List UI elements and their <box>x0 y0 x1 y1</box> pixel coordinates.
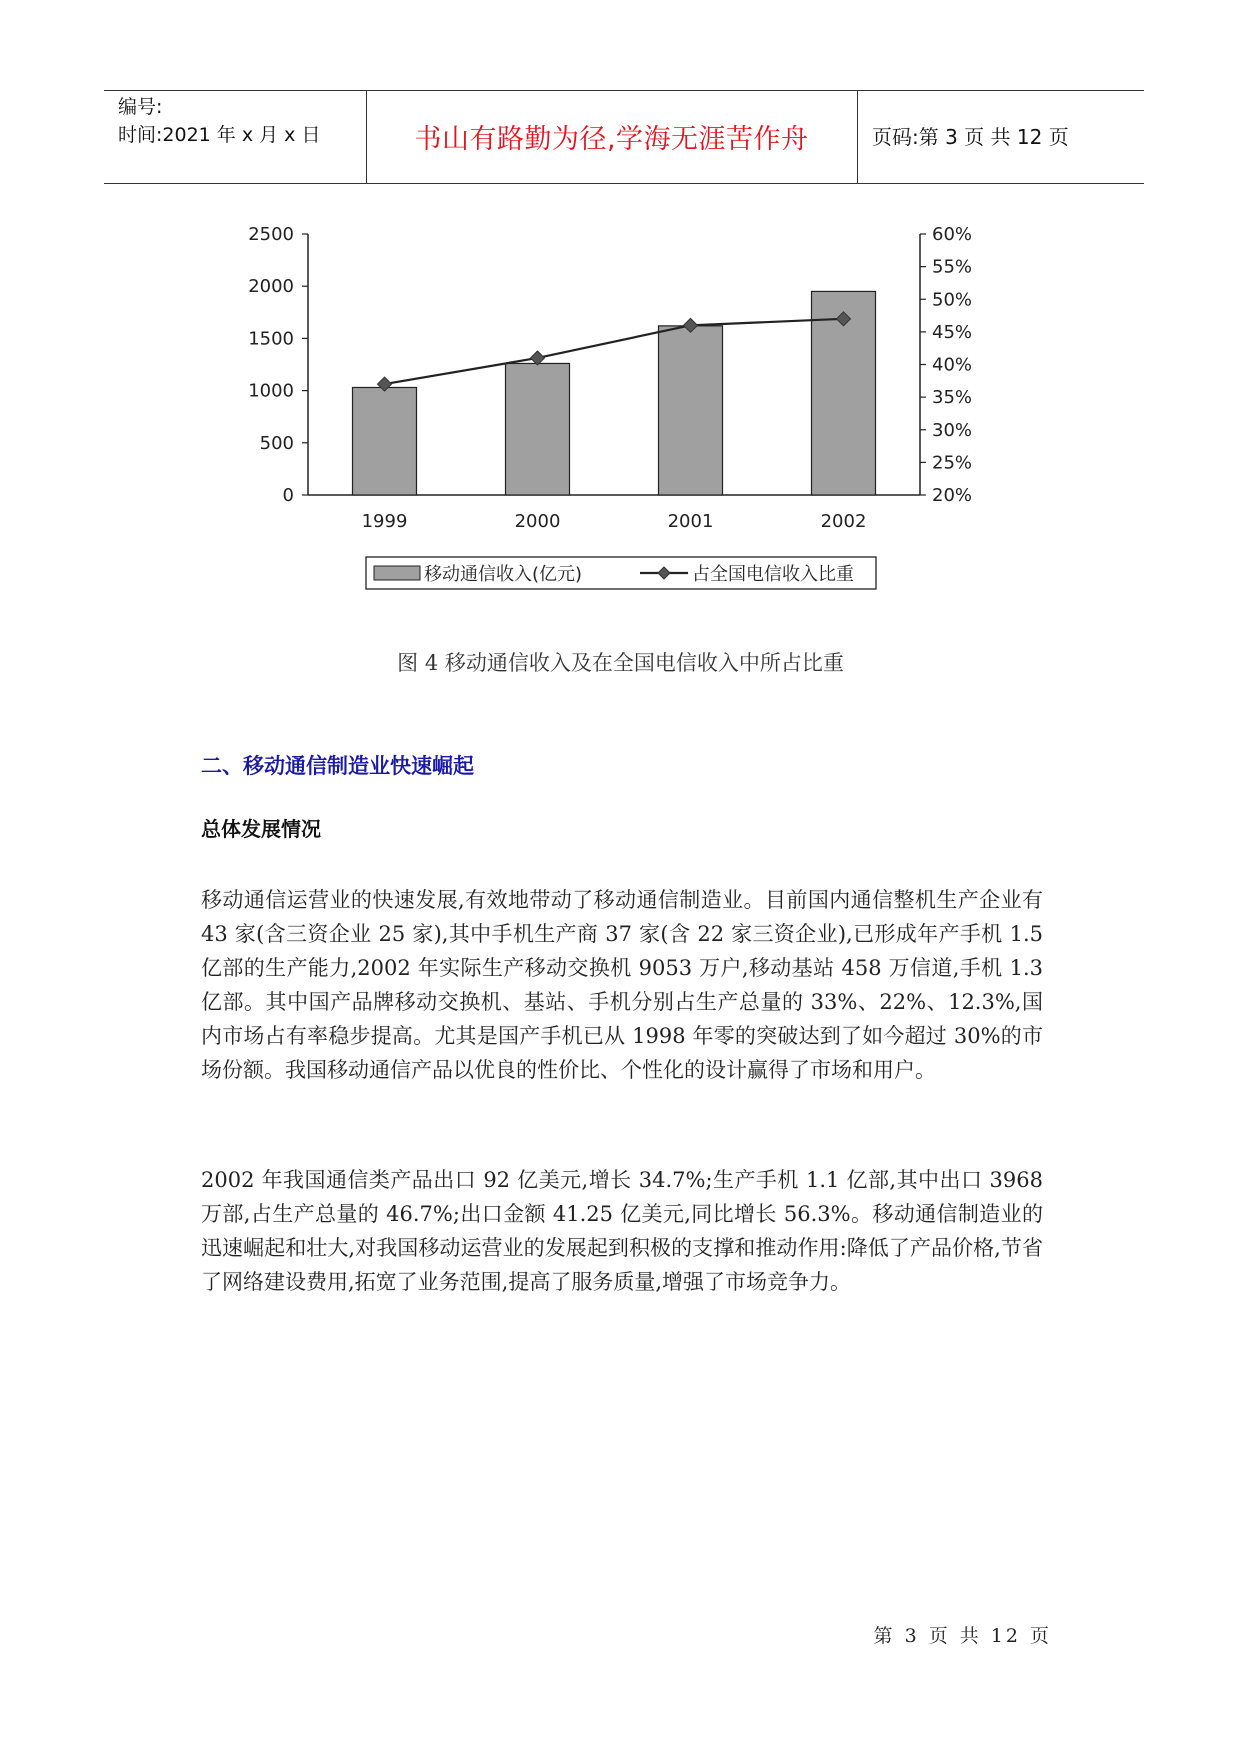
header-divider <box>857 91 858 183</box>
right-axis-tick-label: 55% <box>932 256 973 278</box>
right-axis-tick-label: 50% <box>932 289 973 311</box>
document-time-label: 时间:2021 年 x 月 x 日 <box>118 124 321 146</box>
right-axis-tick-label: 40% <box>932 354 973 376</box>
page-header <box>104 90 1144 184</box>
series-line <box>385 319 844 384</box>
figure-caption: 图 4 移动通信收入及在全国电信收入中所占比重 <box>397 651 844 675</box>
right-axis-tick-label: 35% <box>932 387 973 409</box>
right-axis-tick-label: 25% <box>932 452 973 474</box>
page-footer: 第 3 页 共 12 页 <box>873 1625 1052 1647</box>
right-axis-tick-label: 60% <box>932 224 973 245</box>
document-number-label: 编号: <box>118 96 163 118</box>
revenue-chart <box>240 222 1000 602</box>
body-paragraph: 移动通信运营业的快速发展,有效地带动了移动通信制造业。目前国内通信整机生产企业有 43 家(含三资企业 25 家),其中手机生产商 37 家(含 22 家三资企业),已形成年产手机 1.5 亿部的生产能力,2002 年实际生产移动交换机 9053 万户,移动基站 458 万信道,手机 1.3 亿部。其中国产品牌移动交换机、基站、手机分别占生产总量的 33%、22%、12.3%,国内市场占有率稳步提高。尤其是国产手机已从 1998 年零的突破达到了如今超过 30%的市场份额。我国移动通信产品以优良的性价比、个性化的设计赢得了市场和用户。 <box>201 888 1043 1082</box>
left-axis-tick-label: 500 <box>259 432 294 454</box>
x-axis-tick-label: 1999 <box>361 511 408 532</box>
header-page-info: 页码:第 3 页 共 12 页 <box>872 125 1069 149</box>
legend-swatch-bar <box>374 566 420 580</box>
x-axis-tick-label: 2002 <box>820 511 867 532</box>
subheading: 总体发展情况 <box>201 817 321 841</box>
right-axis-tick-label: 30% <box>932 419 973 441</box>
bar <box>353 387 417 495</box>
section-heading: 二、移动通信制造业快速崛起 <box>201 754 474 778</box>
bar <box>659 326 723 495</box>
left-axis-tick-label: 2500 <box>248 224 294 245</box>
header-meta <box>118 93 320 149</box>
header-motto: 书山有路勤为径,学海无涯苦作舟 <box>414 124 809 155</box>
x-axis-tick-label: 2001 <box>667 511 714 532</box>
x-axis-tick-label: 2000 <box>514 511 561 532</box>
body-paragraph: 2002 年我国通信类产品出口 92 亿美元,增长 34.7%;生产手机 1.1 亿部,其中出口 3968 万部,占生产总量的 46.7%;出口金额 41.25 亿美元,同比增长 56.3%。移动通信制造业的迅速崛起和壮大,对我国移动运营业的发展起到积极的支撑和推动作用:降低了产品价格,节省了网络建设费用,拓宽了业务范围,提高了服务质量,增强了市场竞争力。 <box>201 1168 1043 1294</box>
left-axis-tick-label: 0 <box>282 485 294 506</box>
left-axis-tick-label: 1500 <box>248 328 294 350</box>
right-axis-tick-label: 45% <box>932 321 973 343</box>
bar <box>506 363 570 495</box>
left-axis-tick-label: 2000 <box>248 276 294 298</box>
right-axis-tick-label: 20% <box>932 485 973 506</box>
legend-label: 占全国电信收入比重 <box>692 564 854 585</box>
left-axis-tick-label: 1000 <box>248 380 294 402</box>
legend-label: 移动通信收入(亿元) <box>424 564 583 585</box>
